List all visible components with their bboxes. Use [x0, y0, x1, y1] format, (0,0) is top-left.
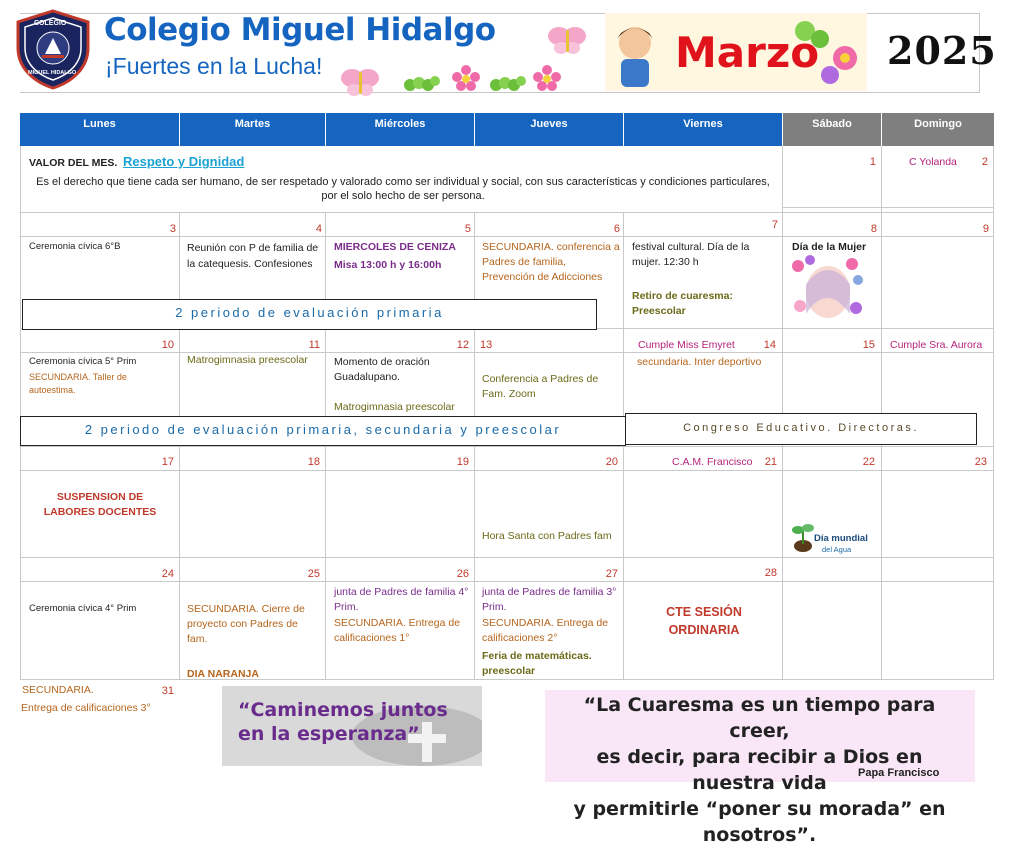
weekday-header-sunday: Domingo — [882, 113, 994, 146]
day-number: 24 — [161, 568, 174, 580]
month-title: Marzo — [675, 28, 820, 77]
day-number: 11 — [308, 339, 320, 351]
weekday-header-tuesday: Martes — [180, 113, 326, 146]
weekday-header-monday: Lunes — [20, 113, 180, 146]
event-fri-28: CTE SESIÓN ORDINARIA — [666, 605, 742, 637]
weekday-header-wednesday: Miércoles — [326, 113, 475, 146]
period-banner-primaria: 2 periodo de evaluación primaria — [22, 299, 597, 330]
day-number: 26 — [456, 568, 469, 580]
valor-description: Es el derecho que tiene cada ser humano, de ser respetado y valorado como ser individual y social, con sus características y condiciones particulares, por el solo hecho de ser persona. — [36, 176, 770, 202]
event-tue-11: Matrogimnasia preescolar — [187, 354, 308, 366]
plant-icon — [790, 520, 816, 554]
school-logo — [12, 8, 94, 90]
day-number: 9 — [982, 223, 989, 235]
woman-portrait-icon — [788, 254, 866, 322]
weekday-header-friday: Viernes — [624, 113, 783, 146]
event-thu-27-3: Feria de matemáticas. preescolar — [482, 650, 592, 677]
event-mon-3: Ceremonia cívica 6°B — [29, 241, 121, 252]
event-thu-20: Hora Santa con Padres fam — [482, 530, 612, 542]
event-thu-6: SECUNDARIA. conferencia a Padres de familia, Prevención de Adicciones — [482, 241, 620, 283]
day-number: 2 — [981, 156, 988, 168]
day-number: 1 — [869, 156, 876, 168]
event-fri-7-retiro: Retiro de cuaresma: Preescolar — [632, 290, 733, 317]
day-number: 22 — [862, 456, 875, 468]
day-number: 28 — [764, 567, 777, 579]
caterpillar-icon — [490, 72, 526, 94]
logo-text-top: COLEGIO — [34, 20, 67, 27]
valor-name: Respeto y Dignidad — [123, 154, 245, 169]
day-note: C Yolanda — [909, 156, 957, 168]
day-number: 17 — [161, 456, 174, 468]
event-tue-25-1: SECUNDARIA. Cierre de proyecto con Padres de fam. — [187, 603, 305, 645]
quote-line2: es decir, para recibir a Dios en nuestra vida — [596, 746, 923, 794]
caterpillar-icon — [404, 72, 440, 94]
year-title: 2025 — [887, 28, 997, 73]
ash-quote — [238, 698, 448, 746]
event-wed-26-1: junta de Padres de familia 4° Prim. — [334, 586, 469, 613]
school-name: Colegio Miguel Hidalgo — [104, 12, 496, 48]
day-number: 19 — [456, 456, 469, 468]
event-thu-27-1: junta de Padres de familia 3° Prim. — [482, 586, 617, 613]
ash-quote-line1: “Caminemos juntos — [238, 699, 448, 721]
day-note: Cumple Sra. Aurora — [890, 339, 983, 351]
quote-line1: “La Cuaresma es un tiempo para creer, — [583, 694, 936, 742]
day-number: 18 — [307, 456, 320, 468]
day-number: 25 — [307, 568, 320, 580]
day-number: 10 — [161, 339, 174, 351]
congreso-banner: Congreso Educativo. Directoras. — [625, 413, 977, 445]
day-number: 12 — [456, 339, 469, 351]
event-mon-31-2: Entrega de calificaciones 3° — [21, 702, 151, 714]
logo-text-bottom: MIGUEL HIDALGO — [28, 70, 77, 76]
water-day-title: Día mundial — [814, 533, 868, 544]
day-number: 15 — [862, 339, 875, 351]
day-number: 6 — [613, 223, 620, 235]
event-mon-10-1: Ceremonia cívica 5° Prim — [29, 356, 137, 367]
event-tue-25-2: DIA NARANJA — [187, 668, 259, 680]
day-number: 14 — [763, 339, 776, 351]
quote-line3: y permitirle “poner su morada” en nosotros”. — [573, 798, 946, 846]
day-note: Cumple Miss Emyret — [638, 339, 735, 351]
quote-author: Papa Francisco — [858, 767, 940, 779]
day-number: 3 — [169, 223, 176, 235]
day-number: 8 — [870, 223, 877, 235]
event-thu-27-2: SECUNDARIA. Entrega de calificaciones 2° — [482, 617, 609, 644]
day-note: C.A.M. Francisco — [672, 456, 753, 468]
flower-icon — [532, 64, 562, 96]
weekday-header-saturday: Sábado — [783, 113, 882, 146]
event-wed-5-mass: Misa 13:00 h y 16:00h — [334, 259, 442, 271]
water-day-subtitle: del Agua — [822, 545, 852, 554]
event-wed-12-1: Momento de oración Guadalupano. — [334, 356, 430, 383]
water-day-image — [788, 518, 880, 556]
day-number: 27 — [605, 568, 618, 580]
event-mon-31-1: SECUNDARIA. — [22, 684, 94, 696]
flower-icon — [451, 64, 481, 96]
period-banner-all: 2 periodo de evaluación primaria, secundaria y preescolar — [20, 416, 626, 446]
weekday-header-thursday: Jueves — [475, 113, 624, 146]
school-motto: ¡Fuertes en la Lucha! — [105, 53, 323, 79]
day-number: 13 — [480, 339, 493, 351]
event-fri-14: secundaria. Inter deportivo — [637, 356, 762, 368]
event-mon-17: SUSPENSION DE LABORES DOCENTES — [43, 491, 157, 518]
day-number: 31 — [161, 685, 174, 697]
day-number: 23 — [974, 456, 987, 468]
event-thu-13: Conferencia a Padres de Fam. Zoom — [482, 373, 599, 400]
event-wed-5-title: MIERCOLES DE CENIZA — [334, 241, 456, 253]
ash-quote-line2: en la esperanza” — [238, 723, 420, 745]
event-wed-26-2: SECUNDARIA. Entrega de calificaciones 1° — [334, 617, 461, 644]
day-number: 21 — [764, 456, 777, 468]
event-fri-7: festival cultural. Día de la mujer. 12:30 h — [632, 241, 750, 268]
butterfly-icon — [547, 24, 587, 56]
day-number: 4 — [315, 223, 322, 235]
event-mon-24: Ceremonia cívica 4° Prim — [29, 603, 137, 614]
day-number: 5 — [464, 223, 471, 235]
day-number: 7 — [771, 219, 778, 231]
valor-prefix: VALOR DEL MES. — [29, 157, 118, 169]
butterfly-icon — [340, 66, 380, 98]
day-number: 20 — [605, 456, 618, 468]
event-mon-10-2: SECUNDARIA. Taller de autoestima. — [29, 372, 127, 395]
event-wed-12-2: Matrogimnasia preescolar — [334, 401, 455, 413]
event-tue-4: Reunión con P de familia de la catequesis. Confesiones — [187, 242, 319, 270]
event-sat-8: Día de la Mujer — [792, 241, 867, 253]
